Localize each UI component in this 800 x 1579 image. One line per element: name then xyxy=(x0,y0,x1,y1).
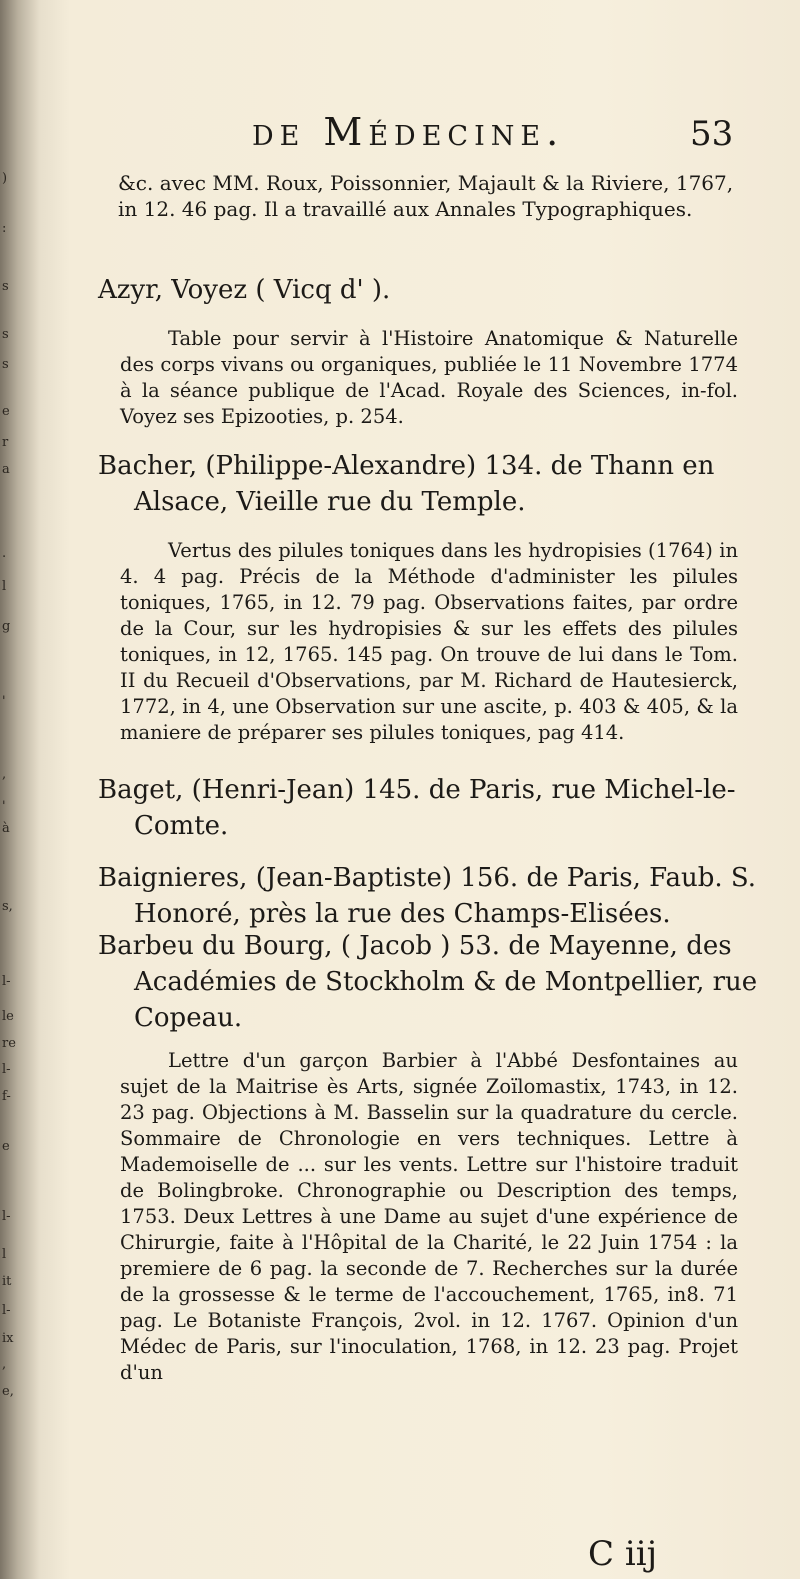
gutter-mark: s xyxy=(2,327,9,342)
signature-mark: C iij xyxy=(588,1534,658,1574)
entry-heading-baignieres: Baignieres, (Jean-Baptiste) 156. de Paris, Faub. S. Honoré, près la rue des Champs-Elisées. xyxy=(98,863,757,929)
entry-heading-bacher: Bacher, (Philippe-Alexandre) 134. de Thann en Alsace, Vieille rue du Temple. xyxy=(98,451,715,517)
gutter-mark: e, xyxy=(2,1384,14,1399)
gutter-mark: , xyxy=(2,1357,7,1372)
gutter-mark: s xyxy=(2,357,9,372)
page-header xyxy=(0,110,800,160)
entry-note-barbeu: Lettre d'un garçon Barbier à l'Abbé Desfontaines au sujet de la Maitrise ès Arts, signée Zoïlomastix, 1743, in 12. 23 pag. Objections à M. Basselin sur la quadrature du cercle. Sommaire de Chronologie en vers techniques. Lettre à Mademoiselle de ... sur les vents. Lettre sur l'histoire traduit de Bolingbroke. Chronographie ou Description des temps, 1753. Deux Lettres à une Dame au sujet d'une expérience de Chirurgie, faite à l'Hôpital de la Charité, le 22 Juin 1754 : la premiere de 6 pag. la seconde de 7. Recherches sur la durée de la grossesse & le terme de l'accouchement, 1765, in8. 71 pag. Le Botaniste François, 2vol. in 12. 1767. Opinion d'un Médec de Paris, sur l'inoculation, 1768, in 12. 23 pag. Projet d'un xyxy=(120,1049,738,1384)
gutter-mark: le xyxy=(2,1009,14,1024)
gutter-mark: l xyxy=(2,579,7,594)
gutter-mark: it xyxy=(2,1274,12,1289)
gutter-mark: ' xyxy=(2,694,6,709)
gutter-mark: , xyxy=(2,767,7,782)
running-title: de Médecine. xyxy=(252,110,565,154)
gutter-mark: l- xyxy=(2,974,11,989)
page-number: 53 xyxy=(690,114,734,154)
gutter-mark: s, xyxy=(2,899,13,914)
gutter-mark: r xyxy=(2,435,9,450)
gutter-mark: l- xyxy=(2,1303,11,1318)
gutter-mark: ) xyxy=(2,171,8,186)
gutter-mark: s xyxy=(2,279,9,294)
gutter-mark: l xyxy=(2,1247,7,1262)
entry-note-bacher: Vertus des pilules toniques dans les hydropisies (1764) in 4. 4 pag. Précis de la Méthode d'administer les pilules toniques, 1765, in 12. 79 pag. Observations faites, par ordre de la Cour, sur les hydropisies & sur les effets des pilules toniques, in 12, 1765. 145 pag. On trouve de lui dans le Tom. II du Recueil d'Observations, par M. Richard de Hautesierck, 1772, in 4, une Observation sur une ascite, p. 403 & 405, & la maniere de préparer ses pilules toniques, pag 414. xyxy=(120,539,738,744)
gutter-mark: ' xyxy=(2,799,6,814)
gutter-mark: . xyxy=(2,546,7,561)
entry-note-azyr: Table pour servir à l'Histoire Anatomique & Naturelle des corps vivans ou organiques, publiée le 11 Novembre 1774 à la séance publique de l'Acad. Royale des Sciences, in-fol. Voyez ses Epizooties, p. 254. xyxy=(120,327,738,428)
entry-heading-barbeu: Barbeu du Bourg, ( Jacob ) 53. de Mayenne, des Académies de Stockholm & de Montpellier, rue Copeau. xyxy=(98,931,758,1033)
gutter-mark: l- xyxy=(2,1209,11,1224)
gutter-mark: f- xyxy=(2,1089,11,1104)
gutter-mark: a xyxy=(2,462,10,477)
entry-heading-azyr: Azyr, Voyez ( Vicq d' ). xyxy=(98,275,391,305)
gutter-mark: g xyxy=(2,619,11,634)
entry-heading-baget: Baget, (Henri-Jean) 145. de Paris, rue Michel-le-Comte. xyxy=(98,775,736,841)
gutter-mark: ix xyxy=(2,1331,14,1346)
gutter-mark: à xyxy=(2,821,10,836)
continuation-paragraph: &c. avec MM. Roux, Poissonnier, Majault & la Riviere, 1767, in 12. 46 pag. Il a travaillé aux Annales Typographiques. xyxy=(118,171,734,221)
gutter-mark: l- xyxy=(2,1062,11,1077)
gutter-mark: e xyxy=(2,1139,10,1154)
gutter-mark: re xyxy=(2,1036,16,1051)
gutter-mark: e xyxy=(2,404,10,419)
gutter-mark: : xyxy=(2,221,7,236)
